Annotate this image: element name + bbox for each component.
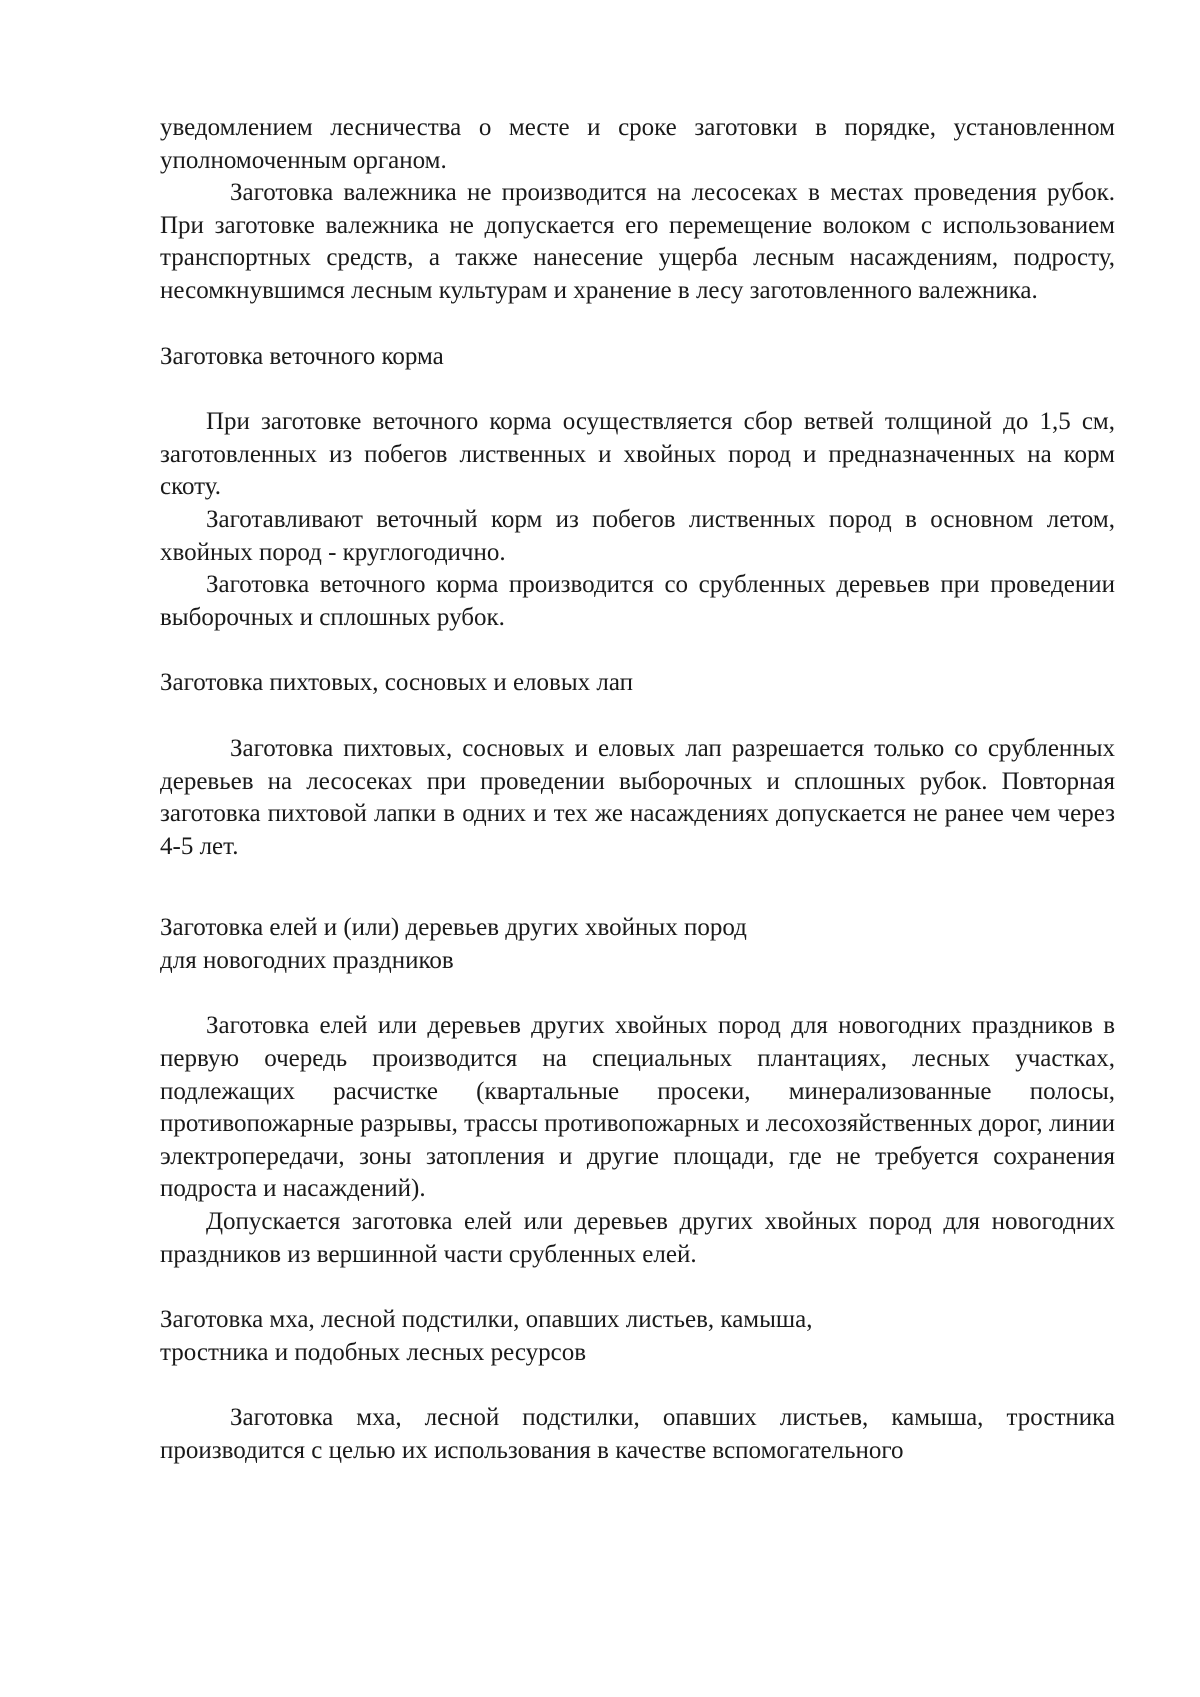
heading-christmas-trees-line1: Заготовка елей и (или) деревьев других хвойных пород [160,914,747,942]
document-body [160,112,1115,1468]
paragraph-branch-feed-collection: При заготовке веточного корма осуществляется сбор ветвей толщиной до 1,5 см, заготовленных из побегов лиственных и хвойных пород и предназначенных на корм скоту. [160,408,1115,501]
heading-conifer-branches: Заготовка пихтовых, сосновых и еловых лап [160,669,633,697]
paragraph-deadwood: Заготовка валежника не производится на лесосеках в местах проведения рубок. При заготовке валежника не допускается его перемещение волоком с использованием транспортных средств, а также нанесение ущерба лесным насаждениям, подросту, несомкнувшимся лесным культурам и хранение в лесу заготовленного валежника. [160,179,1115,304]
paragraph-conifer-branches: Заготовка пихтовых, сосновых и еловых лап разрешается только со срубленных деревьев на лесосеках при проведении выборочных и сплошных рубок. Повторная заготовка пихтовой лапки в одних и тех же насаждениях допускается не ранее чем через 4-5 лет. [160,734,1115,860]
paragraph-branch-feed-source: Заготовка веточного корма производится со срубленных деревьев при проведении выборочных и сплошных рубок. [160,571,1115,631]
paragraph-notification: уведомлением лесничества о месте и сроке заготовки в порядке, установленном уполномоченным органом. [160,114,1115,174]
heading-moss-litter-line1: Заготовка мха, лесной подстилки, опавших листьев, камыша, [160,1306,813,1334]
paragraph-christmas-trees-locations: Заготовка елей или деревьев других хвойных пород для новогодних праздников в первую очередь производится на специальных плантациях, лесных участках, подлежащих расчистке (квартальные просеки, минерализованные полосы, противопожарные разрывы, трассы противопожарных и лесохозяйственных дорог, линии электропередачи, зоны затопления и другие площади, где не требуется сохранения подроста и насаждений). [160,1012,1115,1203]
heading-moss-litter-line2: тростника и подобных лесных ресурсов [160,1338,587,1366]
heading-christmas-trees-line2: для новогодних праздников [160,946,454,974]
paragraph-moss-litter: Заготовка мха, лесной подстилки, опавших листьев, камыша, тростника производится с целью их использования в качестве вспомогательного [160,1404,1115,1464]
paragraph-christmas-trees-tops: Допускается заготовка елей или деревьев других хвойных пород для новогодних праздников из вершинной части срубленных елей. [160,1208,1115,1268]
heading-branch-feed: Заготовка веточного корма [160,342,444,370]
paragraph-branch-feed-season: Заготавливают веточный корм из побегов лиственных пород в основном летом, хвойных пород - круглогодично. [160,505,1115,566]
